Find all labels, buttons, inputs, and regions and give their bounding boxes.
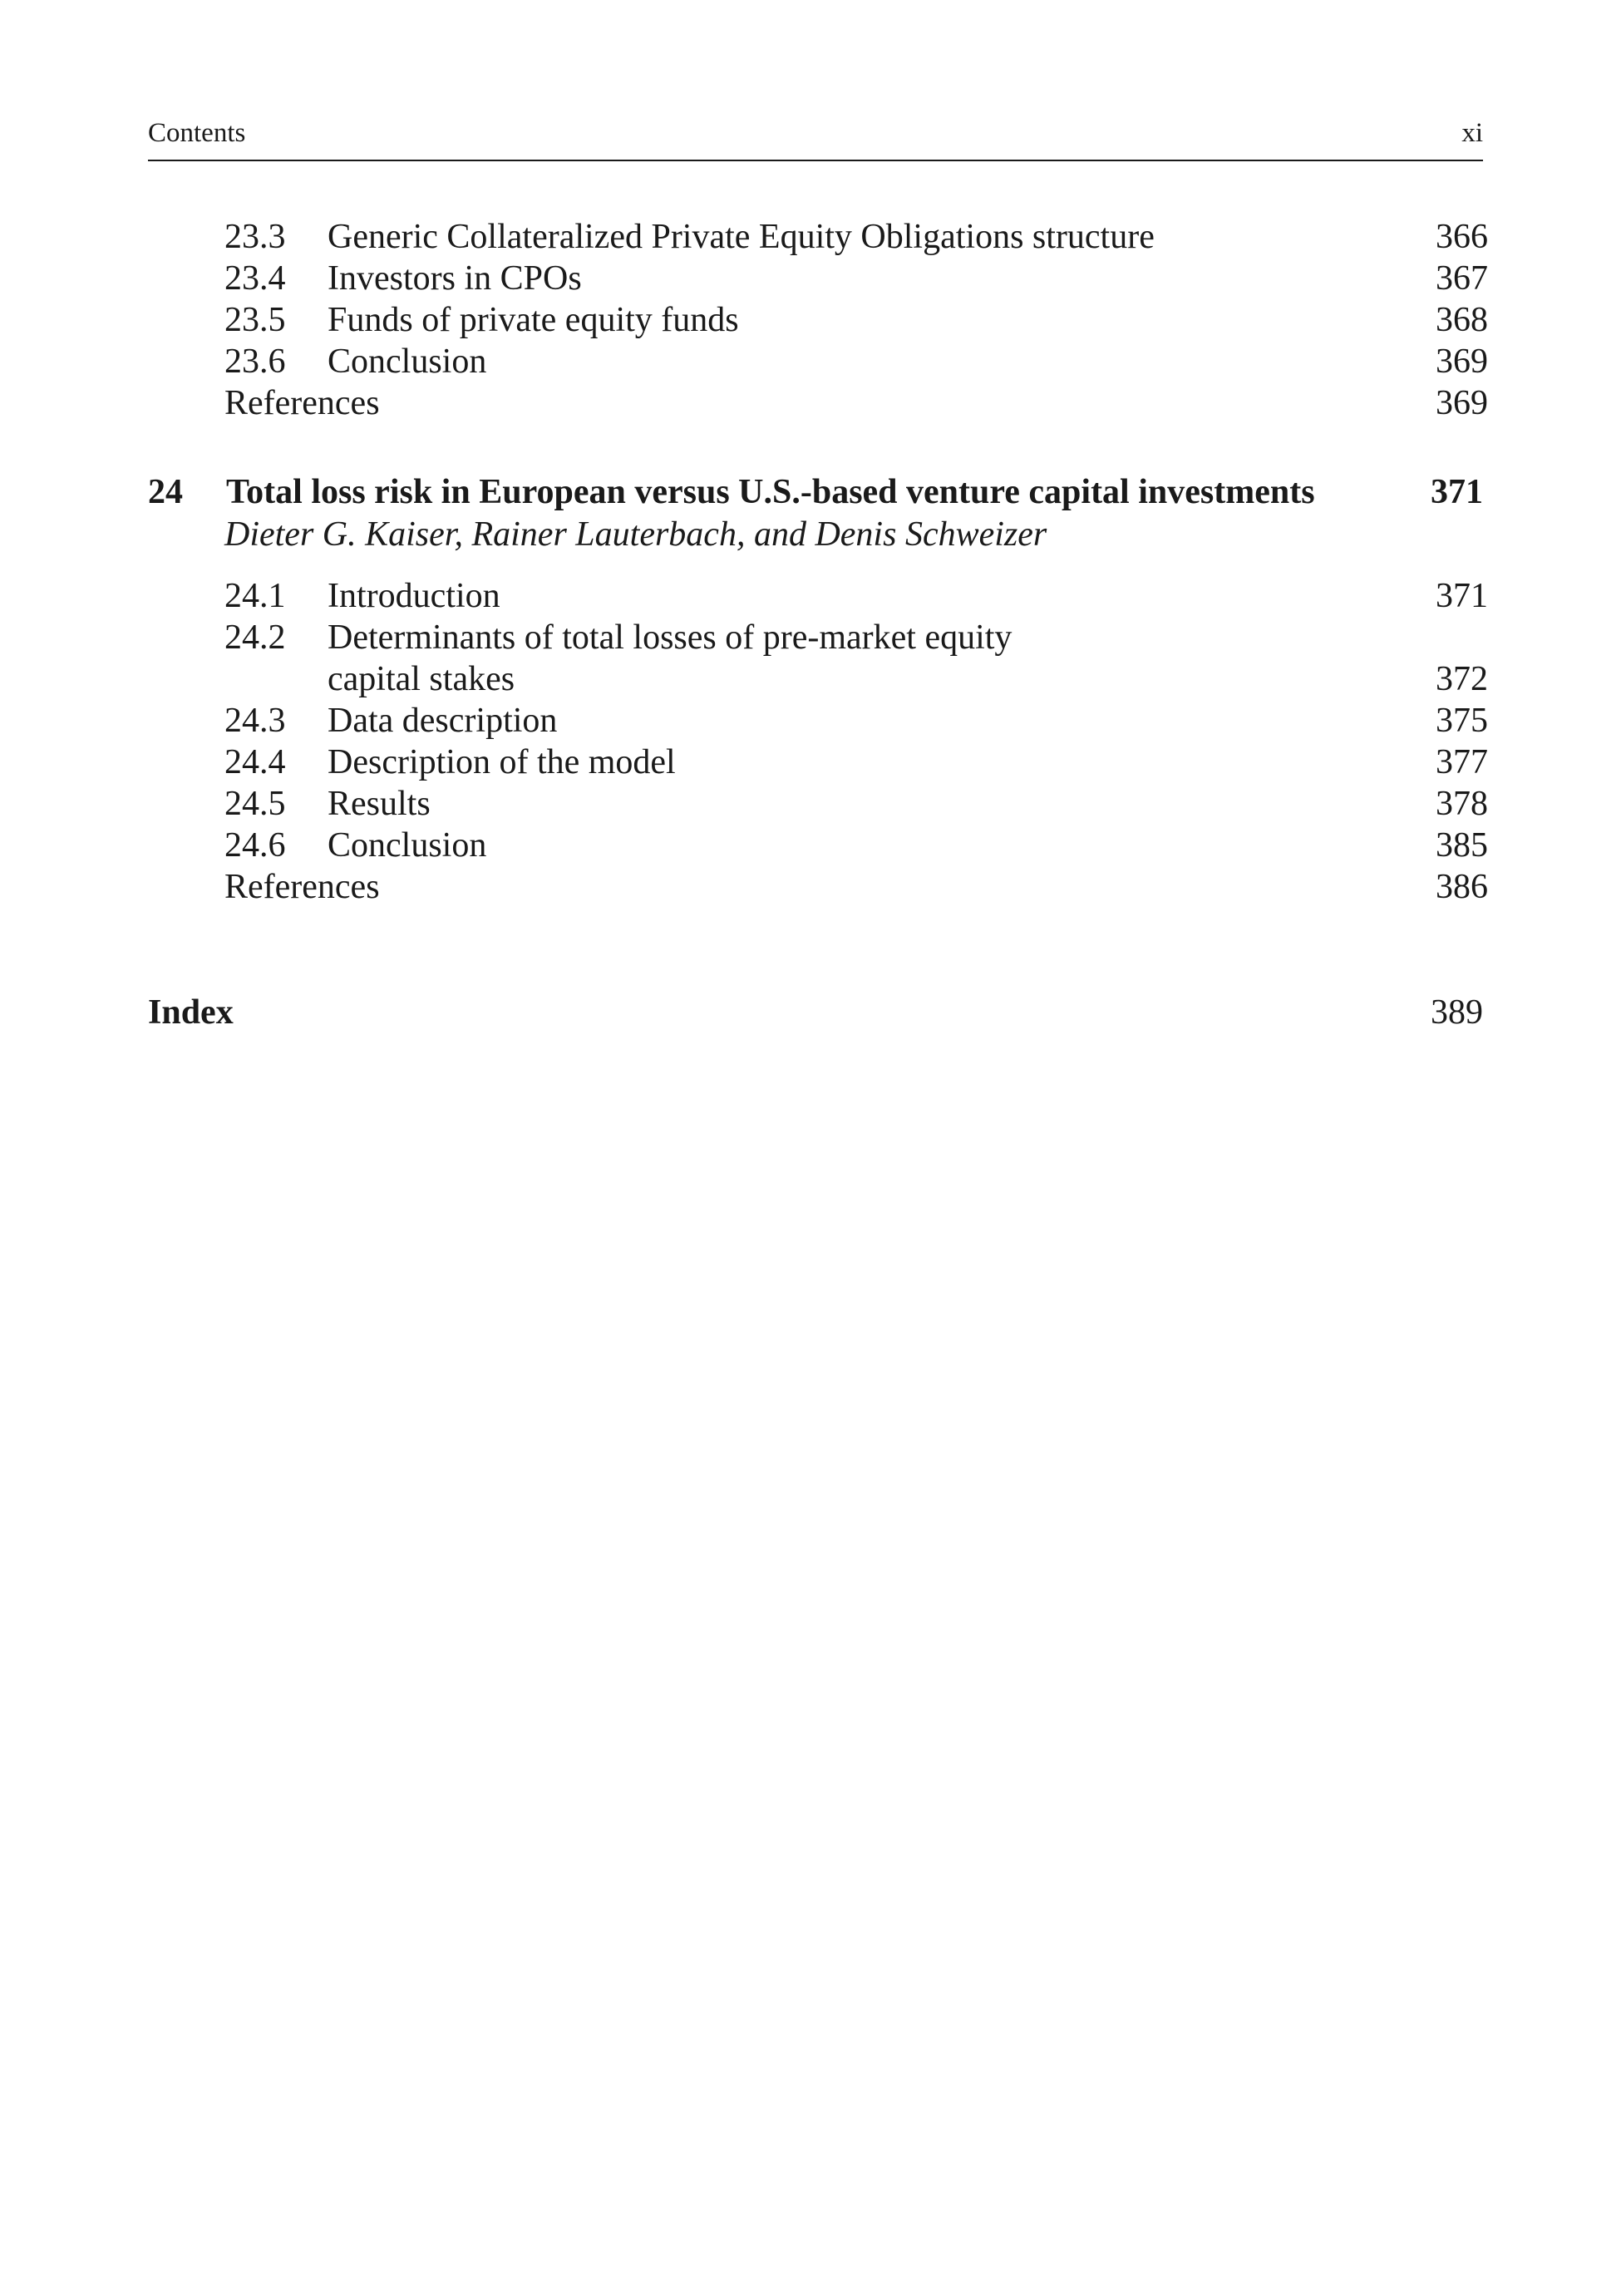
section-number: 24.3: [224, 702, 286, 740]
chapter-number: 24: [148, 473, 183, 511]
section-number: 24.2: [224, 618, 286, 657]
references-label: References: [224, 384, 380, 422]
section-number: 24.4: [224, 743, 286, 781]
section-title-line1: Determinants of total losses of pre-market equity: [328, 618, 1013, 657]
section-page: 378: [1436, 785, 1488, 823]
chapter-page: 371: [1431, 473, 1483, 511]
header-label: Contents: [148, 118, 246, 148]
section-page: 366: [1436, 218, 1488, 256]
section-number: 24.6: [224, 826, 286, 865]
toc-entry-24-5[interactable]: [0, 783, 1621, 825]
header-rule: [148, 160, 1483, 161]
index-label: Index: [148, 993, 234, 1032]
section-number: 23.4: [224, 259, 286, 298]
chapter-authors: Dieter G. Kaiser, Rainer Lauterbach, and Denis Schweizer: [224, 515, 1047, 554]
toc-entry-24-1[interactable]: [0, 575, 1621, 617]
section-page: 369: [1436, 342, 1488, 381]
section-number: 24.1: [224, 577, 286, 615]
toc-entry-23-references[interactable]: [0, 382, 1621, 424]
toc-entry-23-4[interactable]: [0, 258, 1621, 299]
section-page: 377: [1436, 743, 1488, 781]
section-title: Funds of private equity funds: [328, 301, 739, 339]
toc-entry-24-3[interactable]: [0, 700, 1621, 742]
section-title: Conclusion: [328, 342, 487, 381]
toc-entry-24-2[interactable]: [0, 617, 1621, 658]
toc-entry-24-references[interactable]: [0, 866, 1621, 908]
chapter-title: Total loss risk in European versus U.S.-based venture capital investments: [226, 473, 1315, 511]
index-page: 389: [1431, 993, 1483, 1032]
section-number: 23.5: [224, 301, 286, 339]
section-page: 372: [1436, 660, 1488, 698]
toc-entry-23-5[interactable]: [0, 299, 1621, 341]
section-page: 375: [1436, 702, 1488, 740]
section-page: 367: [1436, 259, 1488, 298]
toc-entry-24-2-continued[interactable]: [0, 658, 1621, 700]
toc-chapter-24[interactable]: [0, 469, 1621, 515]
section-title: Description of the model: [328, 743, 676, 781]
references-page: 369: [1436, 384, 1488, 422]
section-title-line2: capital stakes: [328, 660, 515, 698]
header-page-number: xi: [1461, 118, 1483, 148]
section-number: 23.3: [224, 218, 286, 256]
section-title: Investors in CPOs: [328, 259, 582, 298]
running-header: [148, 115, 1483, 161]
section-title: Introduction: [328, 577, 500, 615]
toc-entry-index[interactable]: [0, 989, 1621, 1036]
section-page: 368: [1436, 301, 1488, 339]
section-number: 23.6: [224, 342, 286, 381]
section-title: Results: [328, 785, 431, 823]
section-page: 385: [1436, 826, 1488, 865]
section-title: Conclusion: [328, 826, 487, 865]
references-label: References: [224, 868, 380, 906]
toc-entry-23-3[interactable]: [0, 216, 1621, 258]
section-title: Data description: [328, 702, 558, 740]
toc-entry-24-4[interactable]: [0, 742, 1621, 783]
references-page: 386: [1436, 868, 1488, 906]
section-page: 371: [1436, 577, 1488, 615]
section-title: Generic Collateralized Private Equity Obligations structure: [328, 218, 1155, 256]
toc-entry-23-6[interactable]: [0, 341, 1621, 382]
section-number: 24.5: [224, 785, 286, 823]
toc-entry-24-6[interactable]: [0, 825, 1621, 866]
